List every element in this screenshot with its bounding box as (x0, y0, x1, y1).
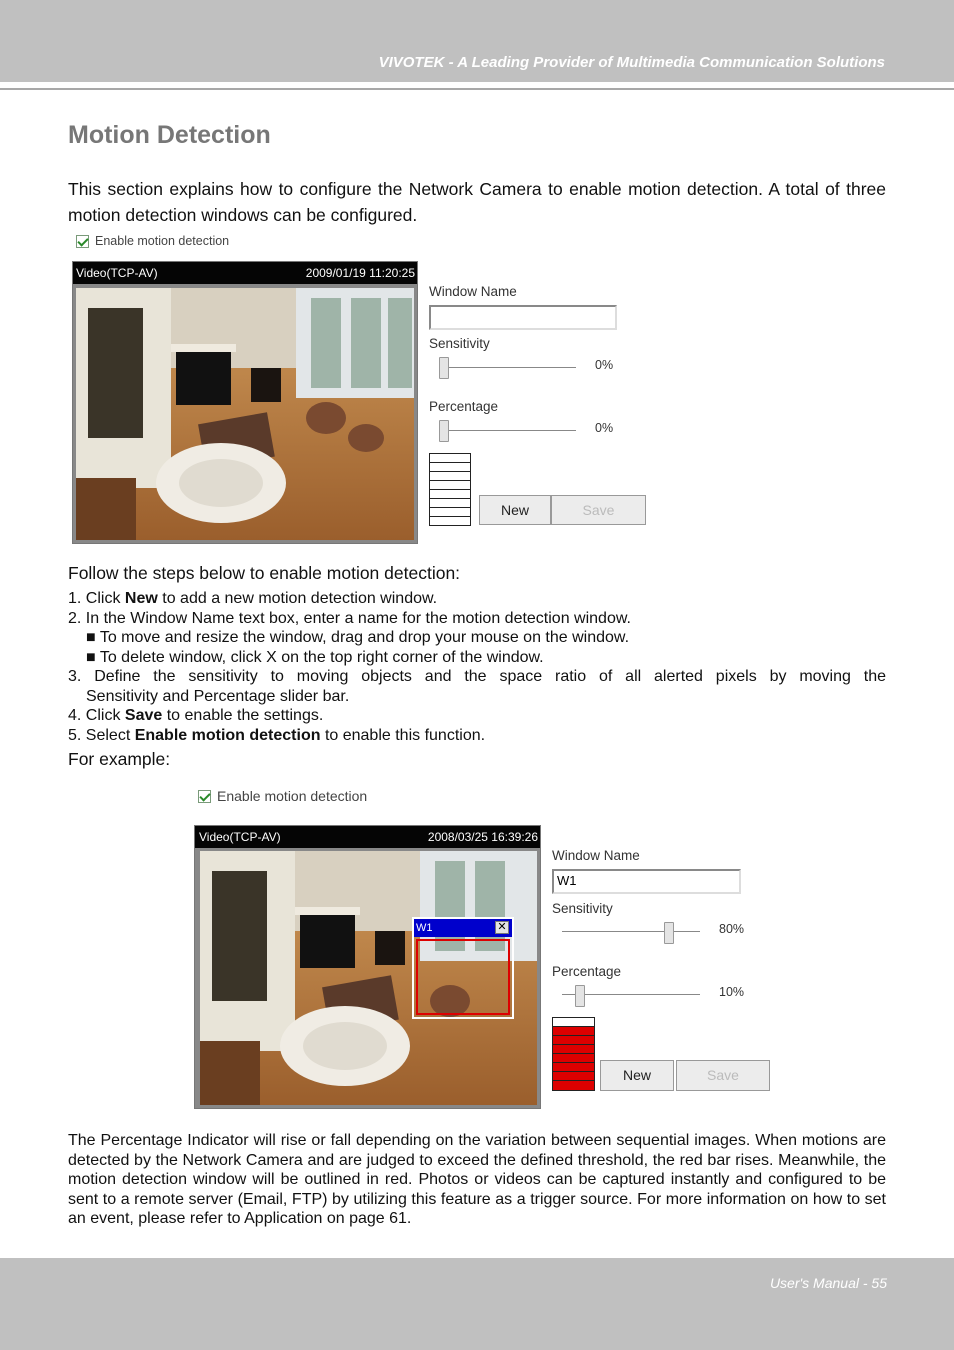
checkbox-label: Enable motion detection (217, 788, 368, 804)
page-number: User's Manual - 55 (769, 1275, 887, 1291)
video-title-bar (195, 826, 540, 848)
video-timestamp: 2008/03/25 16:39:26 (427, 830, 538, 844)
for-example-label: For example: (68, 749, 171, 769)
window-name-label: Window Name (429, 284, 517, 299)
save-button[interactable]: Save (676, 1060, 770, 1091)
checkbox-checked-icon[interactable] (198, 790, 211, 803)
step-1: 1. Click New to add a new motion detection window. (68, 590, 438, 607)
percentage-slider-thumb[interactable] (575, 985, 585, 1007)
video-label: Video(TCP-AV) (76, 266, 158, 280)
header-tagline: VIVOTEK - A Leading Provider of Multimedia Communication Solutions (378, 54, 885, 71)
video-title-bar (73, 262, 417, 284)
step-3: 3. Define the sensitivity to moving objects and the space ratio of all alerted pixels by moving the (68, 668, 886, 685)
motion-window-alert-outline (416, 939, 510, 1015)
camera-image (200, 851, 537, 1105)
step-2-bullet-delete: ■ To delete window, click X on the top right corner of the window. (86, 648, 544, 666)
room-scene-image (76, 288, 414, 540)
percentage-value: 10% (719, 985, 745, 999)
step-3-continued: Sensitivity and Percentage slider bar. (86, 687, 350, 705)
step-2: 2. In the Window Name text box, enter a name for the motion detection window. (68, 609, 631, 627)
sensitivity-label: Sensitivity (552, 901, 613, 916)
closing-paragraph: The Percentage Indicator will rise or fall depending on the variation between sequential images. When motions are detected by the Network Camera and are judged to exceed the defined threshold, the red bar rises. Meanwhile, the motion detection window will be outlined in red. Photos or videos can be captured instantly and configured to be sent to a remote server (Email, FTP) by utilizing this feature as a trigger source. For more information on how to set an event, please refer to Application on page 61. (68, 1132, 886, 1227)
window-name-input[interactable]: W1 (552, 869, 741, 894)
percentage-label: Percentage (552, 964, 622, 979)
enable-motion-checkbox[interactable] (76, 234, 229, 248)
sensitivity-label: Sensitivity (429, 336, 490, 351)
sensitivity-value: 80% (719, 922, 745, 936)
video-timestamp: 2009/01/19 11:20:25 (305, 266, 415, 280)
video-view-1 (72, 261, 418, 544)
intro-paragraph: This section explains how to configure the Network Camera to enable motion detection. A total of three motion detection windows can be configured. (68, 179, 886, 225)
sensitivity-value: 0% (595, 358, 614, 372)
new-button[interactable]: New (600, 1060, 674, 1091)
camera-image (76, 288, 414, 540)
step-4: 4. Click Save to enable the settings. (68, 707, 324, 724)
checkbox-checked-icon[interactable] (76, 235, 89, 248)
new-button[interactable]: New (479, 495, 551, 525)
video-view-2 (194, 825, 541, 1109)
header-rule (0, 88, 954, 90)
steps-list (68, 589, 886, 745)
close-icon[interactable]: ✕ (495, 921, 509, 934)
sensitivity-slider-track[interactable] (439, 367, 576, 369)
steps-intro: Follow the steps below to enable motion detection: (68, 563, 461, 583)
sensitivity-slider-thumb[interactable] (439, 357, 449, 379)
percentage-indicator-meter-alert (552, 1017, 595, 1091)
enable-motion-checkbox-example[interactable] (198, 788, 367, 804)
motion-window-w1[interactable] (412, 917, 514, 1019)
checkbox-label: Enable motion detection (95, 234, 230, 248)
window-name-label: Window Name (552, 848, 640, 863)
page-header (0, 0, 954, 82)
page-title: Motion Detection (68, 121, 271, 149)
step-2-bullet-move: ■ To move and resize the window, drag and drop your mouse on the window. (86, 629, 630, 646)
step-5: 5. Select Enable motion detection to enable this function. (68, 726, 486, 744)
percentage-slider-track[interactable] (439, 430, 576, 432)
page-footer (0, 1258, 954, 1350)
save-button[interactable]: Save (551, 495, 646, 525)
motion-window-title: W1 (416, 922, 433, 934)
sensitivity-slider-thumb[interactable] (664, 922, 674, 944)
sensitivity-slider-track[interactable] (562, 931, 700, 933)
window-name-input[interactable] (429, 305, 617, 330)
percentage-value: 0% (595, 421, 614, 435)
percentage-indicator-meter (429, 453, 471, 526)
percentage-label: Percentage (429, 399, 499, 414)
percentage-slider-thumb[interactable] (439, 420, 449, 442)
video-label: Video(TCP-AV) (199, 830, 281, 844)
